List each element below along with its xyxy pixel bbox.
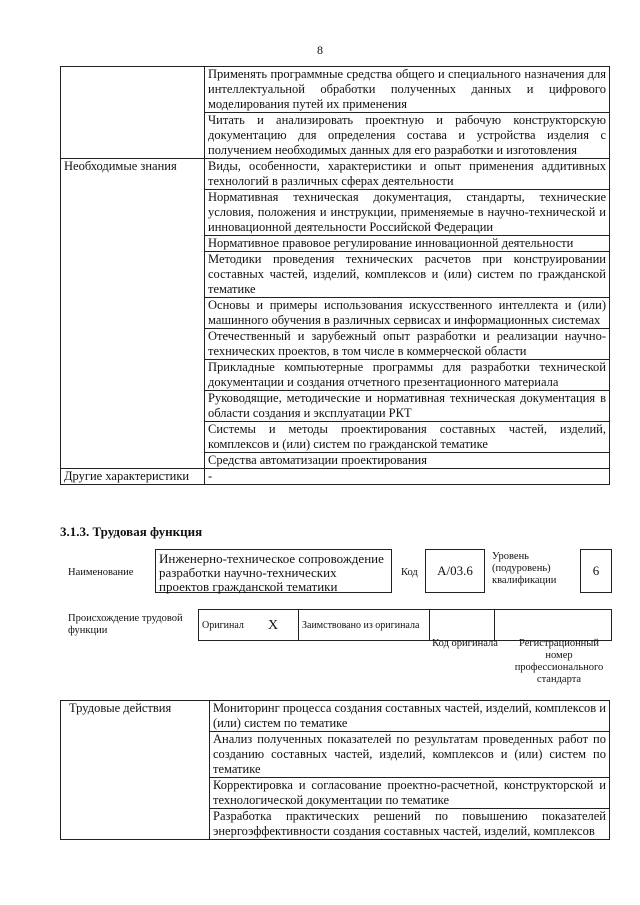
code-label: Код [401, 567, 418, 578]
origin-label: Происхождение трудовой функции [68, 613, 183, 636]
original-mark: X [265, 610, 299, 641]
reg-number-cell [495, 610, 612, 641]
empty-label-cell [61, 67, 205, 159]
action-cell: Анализ полученных показателей по результатам проведенных работ по созданию составных частей, изделий, комплексов и (или) систем по тематике [210, 732, 610, 778]
original-code-cell [430, 610, 495, 641]
knowledge-cell: Прикладные компьютерные программы для разработки технической документации и создания отчетного презентационного материала [205, 360, 610, 391]
table-row [61, 469, 610, 485]
knowledge-cell: Виды, особенности, характеристики и опыт применения аддитивных технологий в различных сферах деятельности [205, 159, 610, 190]
table-row [61, 67, 610, 113]
origin-table [198, 609, 612, 641]
knowledge-cell: Средства автоматизации проектирования [205, 453, 610, 469]
other-value: - [205, 469, 610, 485]
knowledge-cell: Руководящие, методические и нормативная техническая документация в области создания и эксплуатации РКТ [205, 391, 610, 422]
qualification-level: 6 [580, 549, 612, 593]
knowledge-label: Необходимые знания [61, 159, 205, 469]
function-code: А/03.6 [425, 549, 485, 593]
skill-cell: Применять программные средства общего и специального назначения для интеллектуальной обработки полученных данных и цифрового моделирования путей их применения [205, 67, 610, 113]
actions-table [60, 700, 610, 840]
knowledge-cell: Нормативная техническая документация, стандарты, технические условия, положения и инструкции, применяемые в научно-технической и инновационной деятельности Российской Федерации [205, 190, 610, 236]
knowledge-cell: Основы и примеры использования искусственного интеллекта и (или) машинного обучения в различных сервисах и информационных системах [205, 298, 610, 329]
skill-cell: Читать и анализировать проектную и рабочую конструкторскую документацию для определения состава и устройства изделия с получением необходимых данных для его разработки и изготовления [205, 113, 610, 159]
actions-label: Трудовые действия [61, 701, 210, 840]
level-label: Уровень (подуровень) квалификации [492, 551, 557, 586]
function-name: Инженерно-техническое сопровождение разработки научно-технических проектов гражданской тематики [155, 549, 392, 593]
original-label: Оригинал [199, 610, 266, 641]
table-row [199, 610, 612, 641]
name-label: Наименование [68, 567, 134, 578]
knowledge-cell: Отечественный и зарубежный опыт разработки и реализации научно-технических проектов, в том числе в коммерческой области [205, 329, 610, 360]
table-row [61, 701, 610, 732]
code-caption: Код оригинала [432, 638, 498, 649]
reg-caption: Регистрационный номер профессионального стандарта [514, 638, 604, 685]
action-cell: Разработка практических решений по повышению показателей энергоэффективности создания составных частей, изделий, комплексов [210, 809, 610, 840]
other-label: Другие характеристики [61, 469, 205, 485]
knowledge-table [60, 66, 610, 485]
action-cell: Мониторинг процесса создания составных частей, изделий, комплексов и (или) систем по тематике [210, 701, 610, 732]
borrowed-label: Заимствовано из оригинала [299, 610, 430, 641]
action-cell: Корректировка и согласование проектно-расчетной, конструкторской и технологической документации по тематике [210, 778, 610, 809]
section-title: 3.1.3. Трудовая функция [60, 524, 203, 539]
knowledge-cell: Нормативное правовое регулирование инновационной деятельности [205, 236, 610, 252]
table-row [61, 159, 610, 190]
knowledge-cell: Методики проведения технических расчетов при конструировании составных частей, изделий, комплексов и (или) систем по гражданской тематике [205, 252, 610, 298]
page-number: 8 [317, 43, 323, 57]
knowledge-cell: Системы и методы проектирования составных частей, изделий, комплексов и (или) систем по гражданской тематике [205, 422, 610, 453]
